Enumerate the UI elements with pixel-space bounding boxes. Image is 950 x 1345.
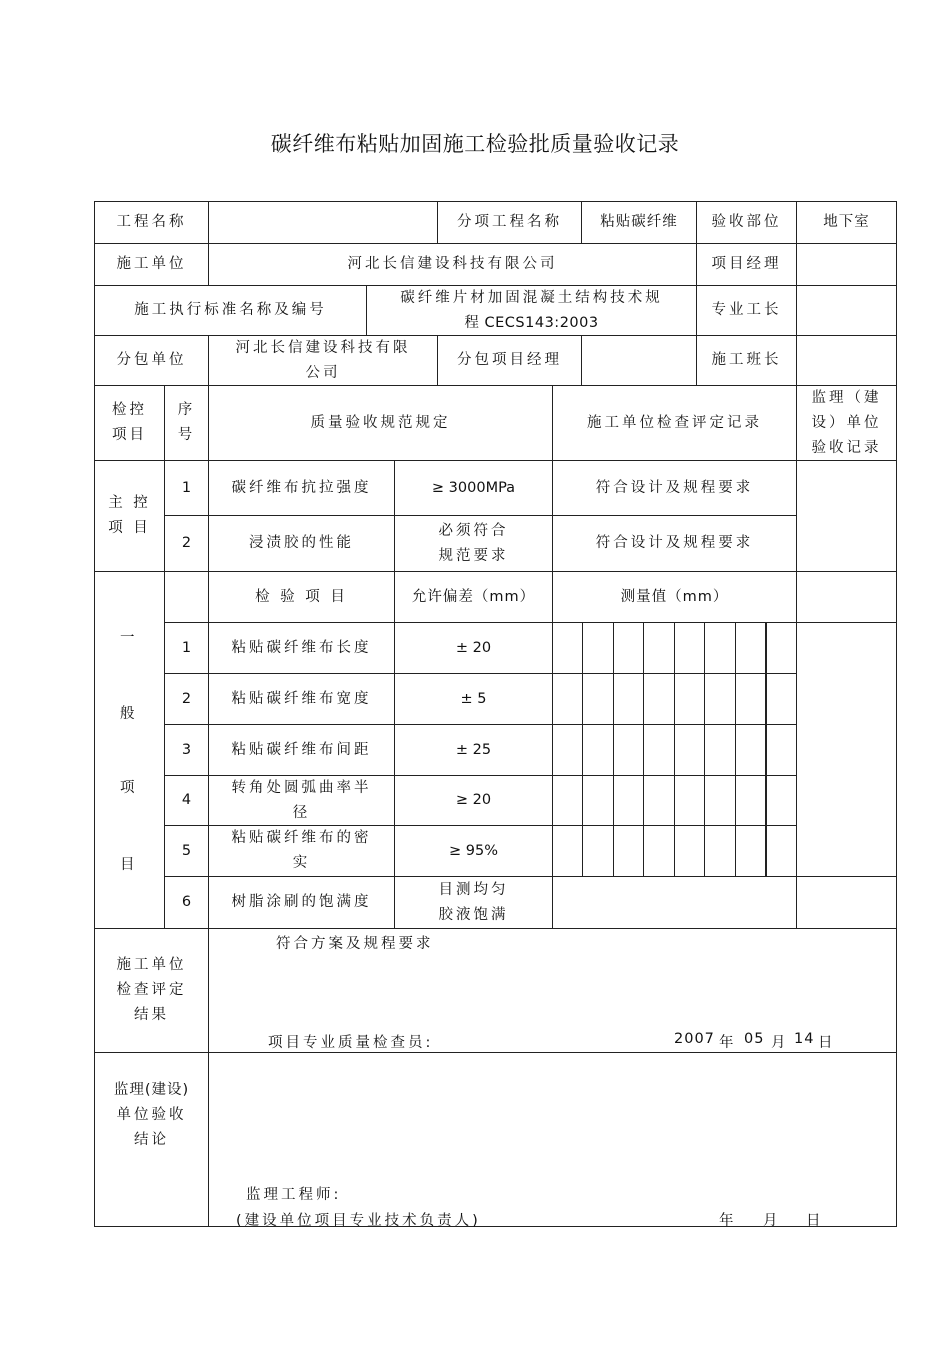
general-item-3-tolerance: ± 25 (455, 741, 492, 758)
general-item-2-name: 粘贴碳纤维布宽度 (231, 690, 372, 707)
main-item-1-seq: 1 (181, 479, 192, 496)
team-leader-value (797, 336, 896, 385)
general-item-2-tolerance: ± 5 (460, 690, 487, 707)
general-item-5-tolerance: ≥ 95% (449, 842, 498, 859)
main-item-2-name: 浸渍胶的性能 (249, 535, 354, 551)
quality-inspector-label: 项目专业质量检查员: (268, 1035, 434, 1051)
team-leader-label: 施工班长 (711, 352, 782, 368)
page-title: 碳纤维布粘贴加固施工检验批质量验收记录 (270, 132, 680, 156)
date-day: 14 (794, 1031, 815, 1047)
general-item-6-seq: 6 (181, 894, 192, 910)
col-spec: 质量验收规范规定 (310, 414, 451, 431)
col-check-item (95, 386, 164, 460)
owner-representative-label: (建设单位项目专业技术负责人) (236, 1213, 481, 1229)
general-item-4-tolerance: ≥ 20 (455, 792, 492, 808)
subproject-label: 分项工程名称 (457, 214, 562, 230)
general-label-char-2: 般 (120, 706, 138, 722)
main-control-label (95, 461, 164, 571)
general-item-1-tolerance: ± 20 (455, 639, 492, 656)
general-header-tolerance: 允许偏差（mm） (411, 588, 536, 605)
general-item-5-seq: 5 (181, 842, 192, 859)
col-supervision (797, 386, 896, 460)
subcontractor-value (209, 336, 437, 385)
general-item-3-name: 粘贴碳纤维布间距 (231, 741, 372, 758)
subcontract-manager-value (582, 336, 696, 385)
general-item-6-tolerance (395, 877, 552, 928)
general-item-4-name-line1: 转角处圆弧曲率半 (231, 779, 372, 796)
construction-result-label (95, 929, 208, 1052)
main-item-1-requirement: ≥ 3000MPa (431, 479, 516, 496)
standard-label: 施工执行标准名称及编号 (134, 302, 327, 318)
general-item-1-name: 粘贴碳纤维布长度 (231, 639, 372, 656)
date-year-unit: 年 (719, 1035, 737, 1051)
col-seq-line1: 序 (177, 402, 196, 418)
main-control-label-line2: 项 目 (108, 520, 151, 536)
date-day-unit: 日 (818, 1035, 836, 1051)
general-item-4-name (209, 776, 394, 825)
supervision-date-day-unit: 日 (806, 1213, 824, 1229)
general-label-char-3: 项 (120, 780, 138, 796)
subcontractor-label: 分包单位 (116, 352, 187, 368)
main-item-2-requirement-line1: 必须符合 (438, 522, 509, 539)
general-item-4-seq: 4 (181, 792, 192, 808)
date-year: 2007 (674, 1031, 715, 1047)
project-manager-label: 项目经理 (711, 256, 782, 272)
main-item-1-record: 符合设计及规程要求 (595, 479, 754, 496)
specialty-foreman-label: 专业工长 (711, 302, 782, 318)
general-item-6-name: 树脂涂刷的饱满度 (231, 894, 372, 910)
construction-result-label-line3: 结果 (134, 1007, 169, 1023)
supervision-conclusion-label-line1: 监理(建设) (113, 1081, 190, 1098)
construction-result-label-line1: 施工单位 (116, 957, 187, 973)
col-seq-line2: 号 (177, 427, 196, 443)
project-name-label: 工程名称 (116, 214, 187, 230)
date-month-unit: 月 (771, 1035, 789, 1051)
acceptance-part-label: 验收部位 (711, 214, 782, 230)
main-item-2-requirement-line2: 规范要求 (438, 547, 509, 564)
main-item-1-name: 碳纤维布抗拉强度 (231, 479, 372, 496)
standard-value (367, 286, 696, 335)
general-item-6-tolerance-line1: 目测均匀 (438, 881, 509, 898)
construction-unit-label: 施工单位 (116, 256, 187, 272)
col-supervision-line3: 验收记录 (811, 439, 882, 456)
supervision-date-month-unit: 月 (763, 1213, 781, 1229)
main-item-2-requirement (395, 516, 552, 571)
col-check-item-line2: 项目 (112, 427, 147, 443)
construction-result-label-line2: 检查评定 (116, 982, 187, 998)
supervision-conclusion-label (95, 1075, 208, 1155)
supervision-conclusion-label-line3: 结论 (134, 1131, 169, 1148)
main-control-label-line1: 主 控 (108, 495, 151, 511)
project-manager-value (797, 244, 896, 285)
general-item-5-name (209, 826, 394, 876)
subcontract-manager-label: 分包项目经理 (457, 352, 562, 368)
general-label-char-4: 目 (120, 857, 138, 873)
project-name-value (209, 202, 437, 243)
general-header-item: 检 验 项 目 (255, 588, 348, 605)
construction-unit-value: 河北长信建设科技有限公司 (347, 256, 558, 272)
subcontractor-value-line2: 公司 (305, 364, 341, 381)
main-item-2-seq: 2 (181, 535, 192, 551)
col-supervision-line2: 设）单位 (811, 414, 882, 431)
general-item-5-name-line2: 实 (292, 855, 311, 871)
main-item-2-record: 符合设计及规程要求 (595, 535, 754, 551)
standard-value-line1: 碳纤维片材加固混凝土结构技术规 (400, 289, 663, 306)
acceptance-part-value: 地下室 (823, 214, 870, 230)
standard-value-line2: 程 CECS143:2003 (464, 314, 599, 331)
col-seq (165, 386, 208, 460)
subproject-value: 粘贴碳纤维 (600, 214, 678, 230)
general-item-1-seq: 1 (181, 639, 192, 656)
general-label-char-1: 一 (120, 630, 138, 646)
supervision-engineer-label: 监理工程师: (246, 1187, 342, 1203)
general-item-2-seq: 2 (181, 690, 192, 707)
construction-result-content: 符合方案及规程要求 (276, 936, 434, 952)
subcontractor-value-line1: 河北长信建设科技有限 (235, 339, 411, 356)
general-header-measured: 测量值（mm） (620, 588, 729, 605)
supervision-conclusion-label-line2: 单位验收 (116, 1106, 187, 1123)
general-item-4-name-line2: 径 (292, 804, 311, 821)
supervision-date-year-unit: 年 (719, 1213, 737, 1229)
col-supervision-line1: 监理（建 (811, 389, 882, 406)
general-item-5-name-line1: 粘贴碳纤维布的密 (231, 830, 372, 846)
col-check-item-line1: 检控 (112, 402, 147, 418)
general-item-6-tolerance-line2: 胶液饱满 (438, 906, 509, 923)
date-month: 05 (744, 1031, 765, 1047)
specialty-foreman-value (797, 286, 896, 335)
col-record: 施工单位检查评定记录 (587, 414, 762, 431)
general-item-3-seq: 3 (181, 741, 192, 758)
